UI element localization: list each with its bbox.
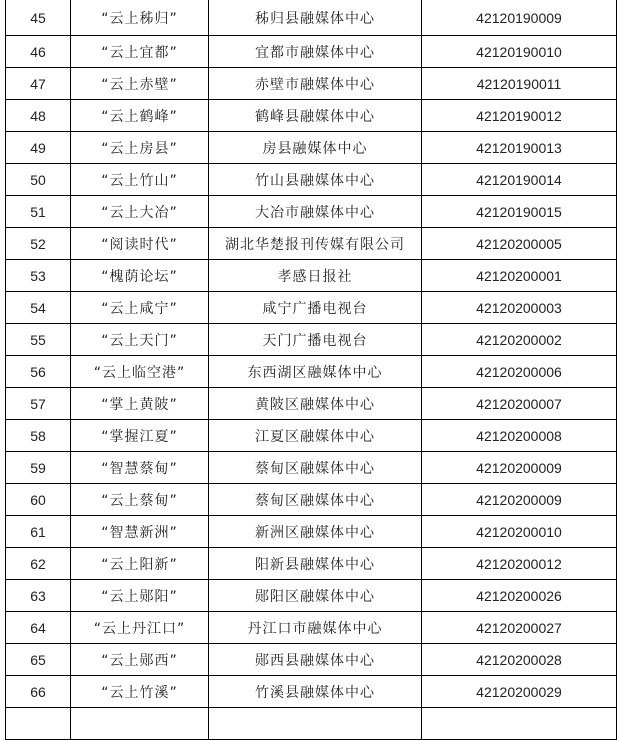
app-name-cell: “云上大冶” <box>71 196 209 228</box>
organization-cell: 房县融媒体中心 <box>209 132 422 164</box>
app-name-cell: “云上阳新” <box>71 548 209 580</box>
empty-cell <box>6 708 71 740</box>
app-name-cell: “智慧蔡甸” <box>71 452 209 484</box>
app-name-cell: “云上临空港” <box>71 356 209 388</box>
registration-id-cell: 42120200007 <box>422 388 617 420</box>
app-name-cell: “掌握江夏” <box>71 420 209 452</box>
table-row <box>6 644 617 676</box>
row-number-cell: 46 <box>6 36 71 68</box>
app-name-cell: “云上蔡甸” <box>71 484 209 516</box>
app-name-cell: “云上郧西” <box>71 644 209 676</box>
registration-id-cell: 42120200001 <box>422 260 617 292</box>
table-row <box>6 388 617 420</box>
row-number-cell: 62 <box>6 548 71 580</box>
row-number-cell: 52 <box>6 228 71 260</box>
table-row <box>6 452 617 484</box>
row-number-cell: 60 <box>6 484 71 516</box>
table-row <box>6 260 617 292</box>
organization-cell: 竹溪县融媒体中心 <box>209 676 422 708</box>
registration-id-cell: 42120200009 <box>422 452 617 484</box>
app-name-cell: “智慧新洲” <box>71 516 209 548</box>
organization-cell: 孝感日报社 <box>209 260 422 292</box>
organization-cell: 江夏区融媒体中心 <box>209 420 422 452</box>
organization-cell: 大冶市融媒体中心 <box>209 196 422 228</box>
registration-id-cell: 42120190015 <box>422 196 617 228</box>
app-name-cell: “云上天门” <box>71 324 209 356</box>
organization-cell: 赤壁市融媒体中心 <box>209 68 422 100</box>
registry-table-body <box>6 0 617 740</box>
table-row <box>6 228 617 260</box>
table-row <box>6 36 617 68</box>
table-row <box>6 68 617 100</box>
app-name-cell: “云上鹤峰” <box>71 100 209 132</box>
row-number-cell: 51 <box>6 196 71 228</box>
registration-id-cell: 42120200010 <box>422 516 617 548</box>
app-name-cell: “云上秭归” <box>71 0 209 36</box>
registration-id-cell: 42120200008 <box>422 420 617 452</box>
table-row <box>6 356 617 388</box>
table-row <box>6 0 617 36</box>
table-row <box>6 516 617 548</box>
table-row <box>6 196 617 228</box>
organization-cell: 秭归县融媒体中心 <box>209 0 422 36</box>
row-number-cell: 54 <box>6 292 71 324</box>
app-name-cell: “槐荫论坛” <box>71 260 209 292</box>
organization-cell: 蔡甸区融媒体中心 <box>209 452 422 484</box>
registration-id-cell: 42120200002 <box>422 324 617 356</box>
app-name-cell: “云上宜都” <box>71 36 209 68</box>
organization-cell: 蔡甸区融媒体中心 <box>209 484 422 516</box>
registration-id-cell: 42120200029 <box>422 676 617 708</box>
registration-id-cell: 42120190011 <box>422 68 617 100</box>
app-name-cell: “云上丹江口” <box>71 612 209 644</box>
registration-id-cell: 42120200009 <box>422 484 617 516</box>
table-row <box>6 164 617 196</box>
organization-cell: 鹤峰县融媒体中心 <box>209 100 422 132</box>
row-number-cell: 47 <box>6 68 71 100</box>
table-row <box>6 292 617 324</box>
row-number-cell: 58 <box>6 420 71 452</box>
table-row <box>6 548 617 580</box>
table-row <box>6 420 617 452</box>
organization-cell: 东西湖区融媒体中心 <box>209 356 422 388</box>
organization-cell: 丹江口市融媒体中心 <box>209 612 422 644</box>
row-number-cell: 61 <box>6 516 71 548</box>
registration-id-cell: 42120200006 <box>422 356 617 388</box>
table-row <box>6 484 617 516</box>
registration-id-cell: 42120200012 <box>422 548 617 580</box>
organization-cell: 新洲区融媒体中心 <box>209 516 422 548</box>
app-name-cell: “云上竹山” <box>71 164 209 196</box>
organization-cell: 郧西县融媒体中心 <box>209 644 422 676</box>
table-row <box>6 100 617 132</box>
app-name-cell: “云上赤壁” <box>71 68 209 100</box>
row-number-cell: 56 <box>6 356 71 388</box>
app-name-cell: “云上咸宁” <box>71 292 209 324</box>
row-number-cell: 50 <box>6 164 71 196</box>
organization-cell: 宜都市融媒体中心 <box>209 36 422 68</box>
registration-id-cell: 42120190010 <box>422 36 617 68</box>
row-number-cell: 65 <box>6 644 71 676</box>
registration-id-cell: 42120200028 <box>422 644 617 676</box>
registration-id-cell: 42120190013 <box>422 132 617 164</box>
registration-id-cell: 42120200003 <box>422 292 617 324</box>
row-number-cell: 64 <box>6 612 71 644</box>
registry-table <box>5 0 617 740</box>
organization-cell: 天门广播电视台 <box>209 324 422 356</box>
row-number-cell: 57 <box>6 388 71 420</box>
empty-cell <box>71 708 209 740</box>
app-name-cell: “阅读时代” <box>71 228 209 260</box>
table-row-cutoff <box>6 708 617 740</box>
row-number-cell: 53 <box>6 260 71 292</box>
table-row <box>6 324 617 356</box>
organization-cell: 湖北华楚报刊传媒有限公司 <box>209 228 422 260</box>
registration-id-cell: 42120190014 <box>422 164 617 196</box>
table-row <box>6 580 617 612</box>
registration-id-cell: 42120190009 <box>422 0 617 36</box>
organization-cell: 竹山县融媒体中心 <box>209 164 422 196</box>
empty-cell <box>422 708 617 740</box>
row-number-cell: 49 <box>6 132 71 164</box>
app-name-cell: “云上郧阳” <box>71 580 209 612</box>
organization-cell: 咸宁广播电视台 <box>209 292 422 324</box>
registration-id-cell: 42120200027 <box>422 612 617 644</box>
empty-cell <box>209 708 422 740</box>
app-name-cell: “云上竹溪” <box>71 676 209 708</box>
row-number-cell: 48 <box>6 100 71 132</box>
row-number-cell: 63 <box>6 580 71 612</box>
table-row <box>6 132 617 164</box>
organization-cell: 黄陂区融媒体中心 <box>209 388 422 420</box>
organization-cell: 郧阳区融媒体中心 <box>209 580 422 612</box>
registration-id-cell: 42120190012 <box>422 100 617 132</box>
registration-id-cell: 42120200005 <box>422 228 617 260</box>
row-number-cell: 66 <box>6 676 71 708</box>
app-name-cell: “掌上黄陂” <box>71 388 209 420</box>
row-number-cell: 55 <box>6 324 71 356</box>
app-name-cell: “云上房县” <box>71 132 209 164</box>
organization-cell: 阳新县融媒体中心 <box>209 548 422 580</box>
table-row <box>6 612 617 644</box>
row-number-cell: 45 <box>6 0 71 36</box>
row-number-cell: 59 <box>6 452 71 484</box>
registration-id-cell: 42120200026 <box>422 580 617 612</box>
table-row <box>6 676 617 708</box>
